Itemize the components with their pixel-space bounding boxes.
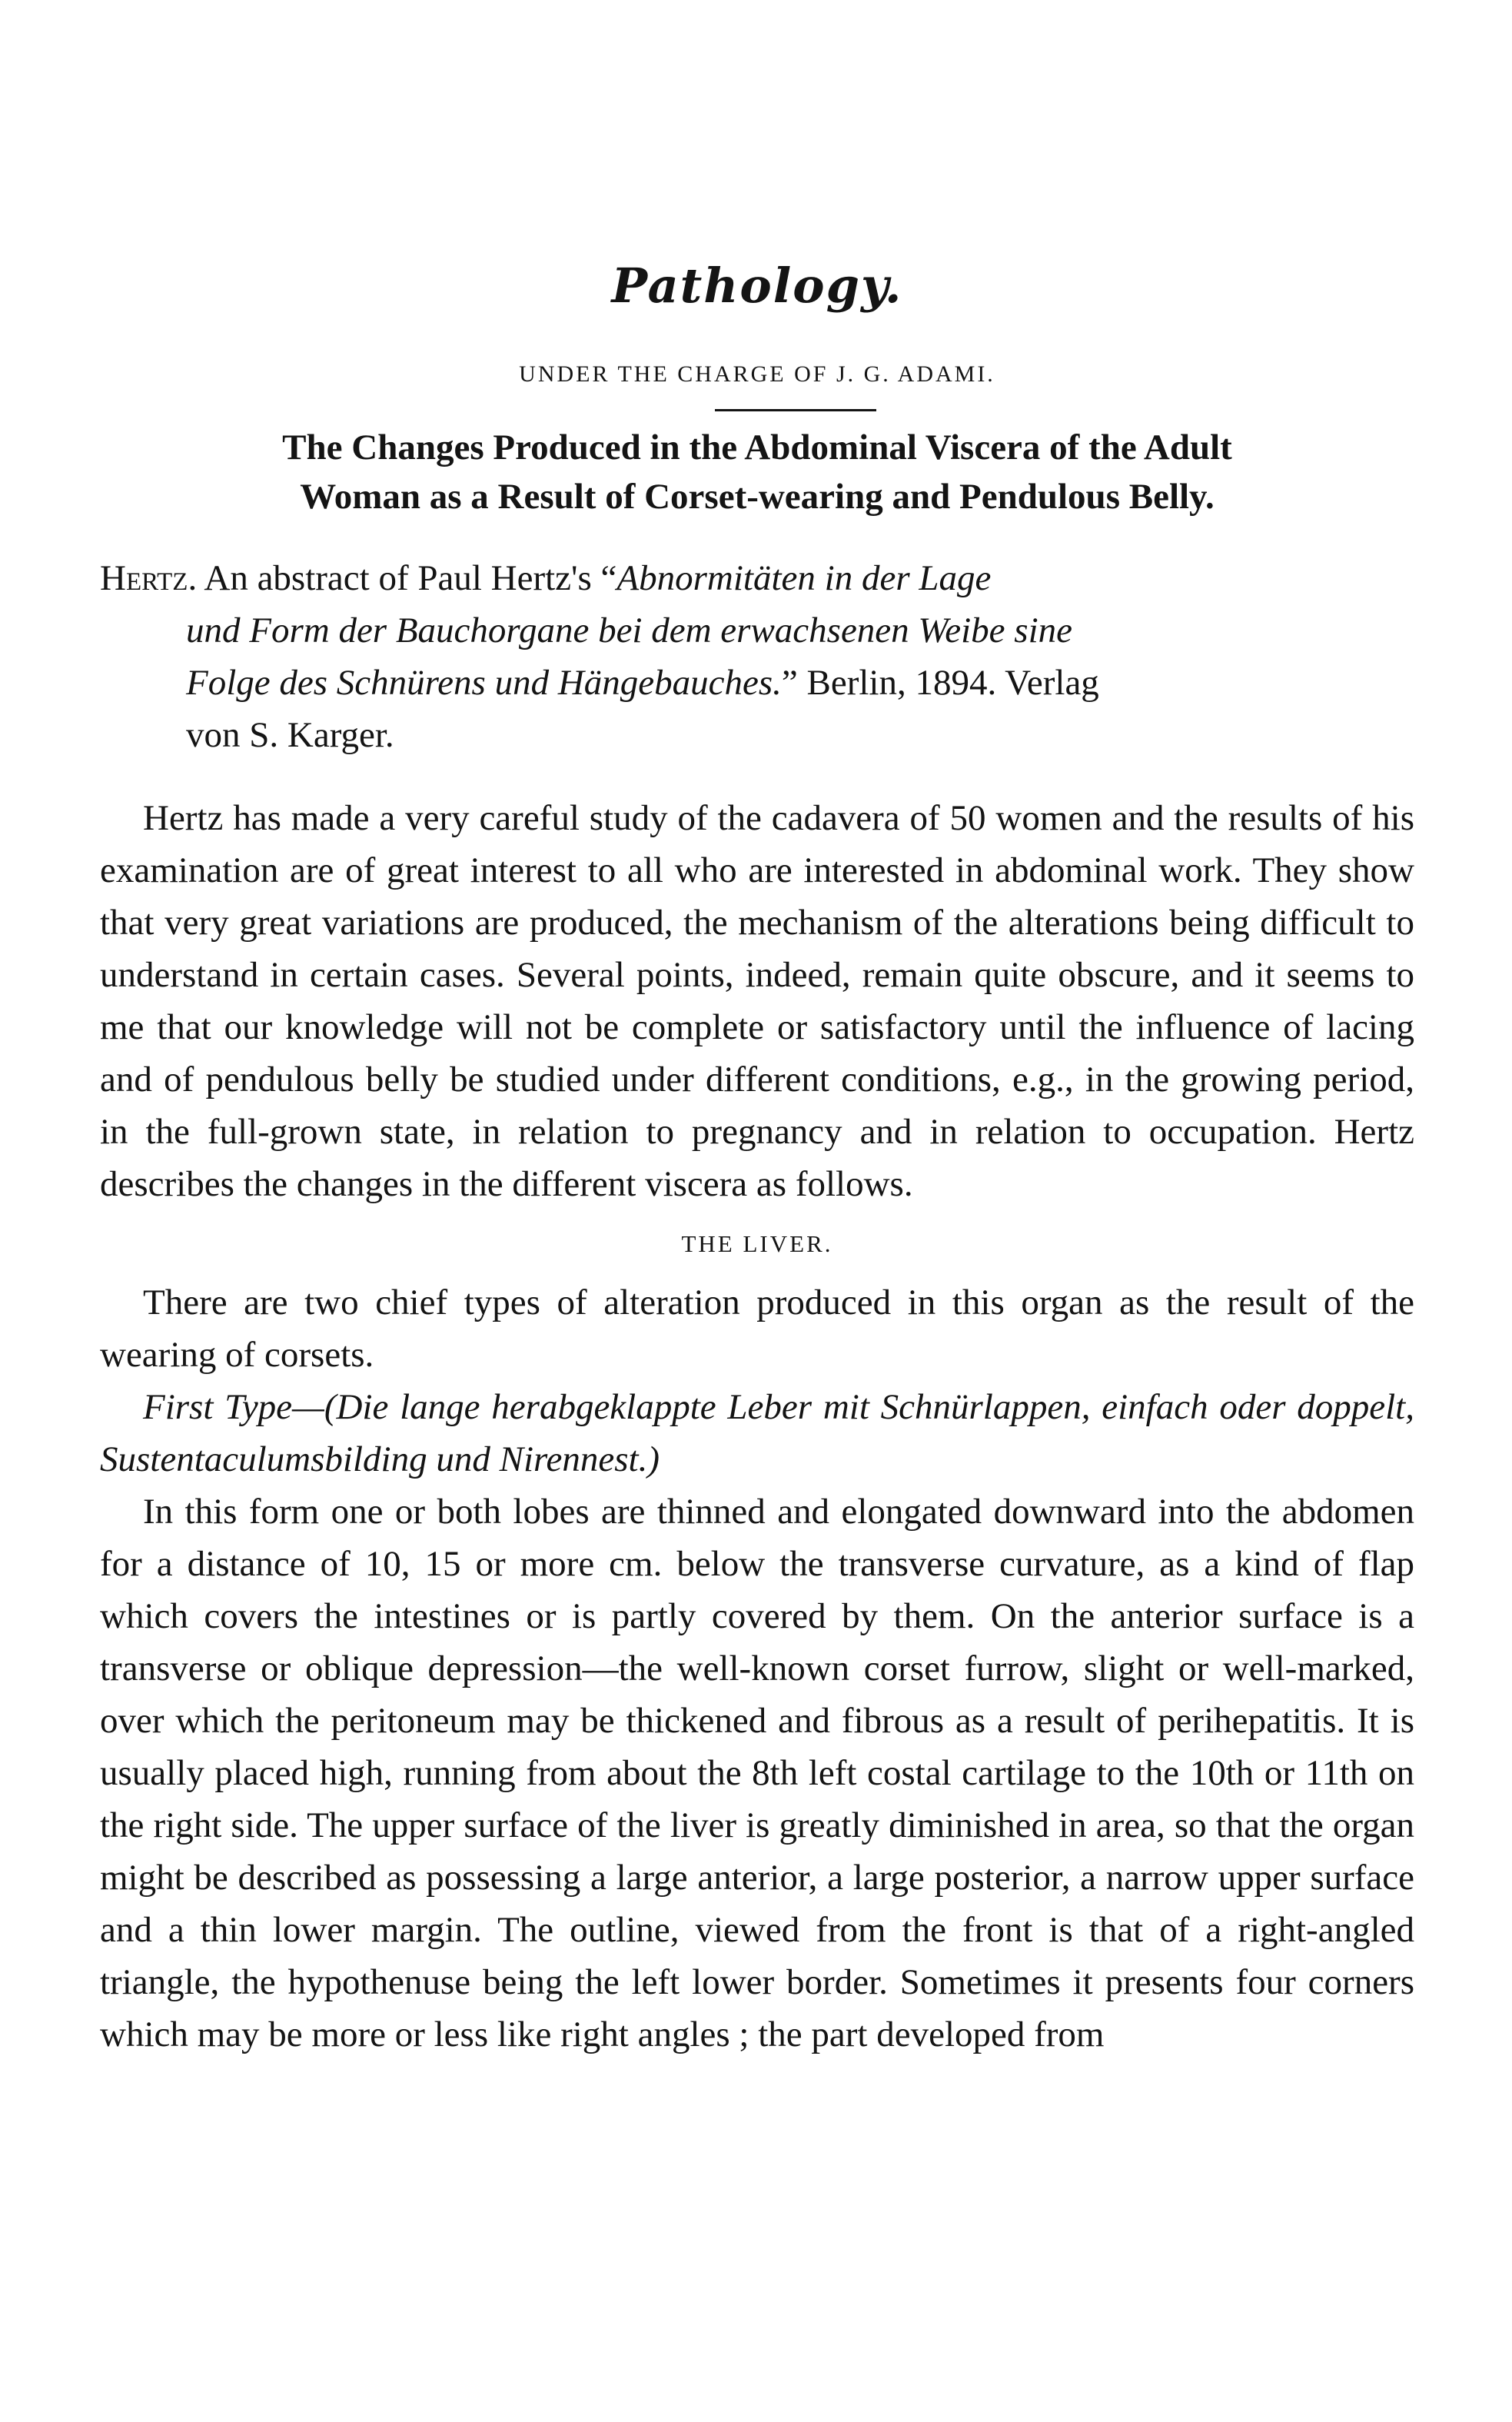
article-title — [100, 423, 1414, 521]
paragraph-types: There are two chief types of alteration produced in this organ as the result of the wearing of corsets. — [100, 1283, 1414, 1375]
article-title-line-1: The Changes Produced in the Abdominal Viscera of the Adult — [282, 428, 1232, 467]
paragraph-first-type-description: In this form one or both lobes are thinned and elongated downward into the abdomen for a distance of 10, 15 or more cm. below the transverse curvature, as a kind of flap which covers the intestines or is partly covered by them. On the anterior surface is a transverse or oblique depression—the well-known corset furrow, slight or well-marked, over which the peritoneum may be thickened and fibrous as a result of perihepatitis. It is usually placed high, running from about the 8th left costal cartilage to the 10th or 11th on the right side. The upper surface of the liver is greatly diminished in area, so that the organ might be described as possessing a large anterior, a large posterior, a narrow upper surface and a thin lower margin. The outline, viewed from the front is that of a right-angled triangle, the hypothenuse being the left lower border. Sometimes it presents four corners which may be more or less like right angles ; the part developed from — [100, 1492, 1414, 2054]
paragraph-first-type: First Type—(Die lange herabgeklappte Leber mit Schnürlappen, einfach oder doppelt, Sustentaculumsbilding und Nirennest.) — [100, 1387, 1414, 1479]
editor-charge: UNDER THE CHARGE OF J. G. ADAMI. — [519, 361, 995, 387]
citation-place-year: ” Berlin, 1894. Verlag — [781, 663, 1099, 703]
citation-author: Hertz. — [100, 558, 198, 598]
citation-german-title-1: Abnormitäten in der Lage — [616, 558, 992, 598]
article-body — [100, 792, 1414, 2061]
citation-line-1 — [100, 552, 1414, 604]
citation — [100, 552, 1414, 761]
citation-german-title-2: und Form der Bauchorgane bei dem erwachsenen Weibe sine — [186, 610, 1072, 650]
divider-rule — [715, 409, 876, 411]
paragraph-intro: Hertz has made a very careful study of the cadavera of 50 women and the results of his examination are of great interest to all who are interested in abdominal work. They show that very great variations are produced, the mechanism of the alterations being difficult to understand in certain cases. Several points, indeed, remain quite obscure, and it seems to me that our knowledge will not be complete or satisfactory until the influence of lacing and of pendulous belly be studied under different conditions, e.g., in the growing period, in the full-grown state, in relation to pregnancy and in relation to occupation. Hertz describes the changes in the different viscera as follows. — [100, 798, 1414, 1204]
section-title: Pathology. — [611, 258, 903, 314]
article-title-line-2: Woman as a Result of Corset-wearing and Pendulous Belly. — [300, 477, 1215, 517]
citation-line-3 — [100, 657, 1414, 709]
citation-german-title-3: Folge des Schnürens und Hängebauches. — [186, 663, 782, 703]
citation-publisher: von S. Karger. — [186, 715, 394, 755]
subheading-liver: THE LIVER. — [681, 1230, 833, 1257]
citation-intro: An abstract of Paul Hertz's “ — [204, 558, 617, 598]
